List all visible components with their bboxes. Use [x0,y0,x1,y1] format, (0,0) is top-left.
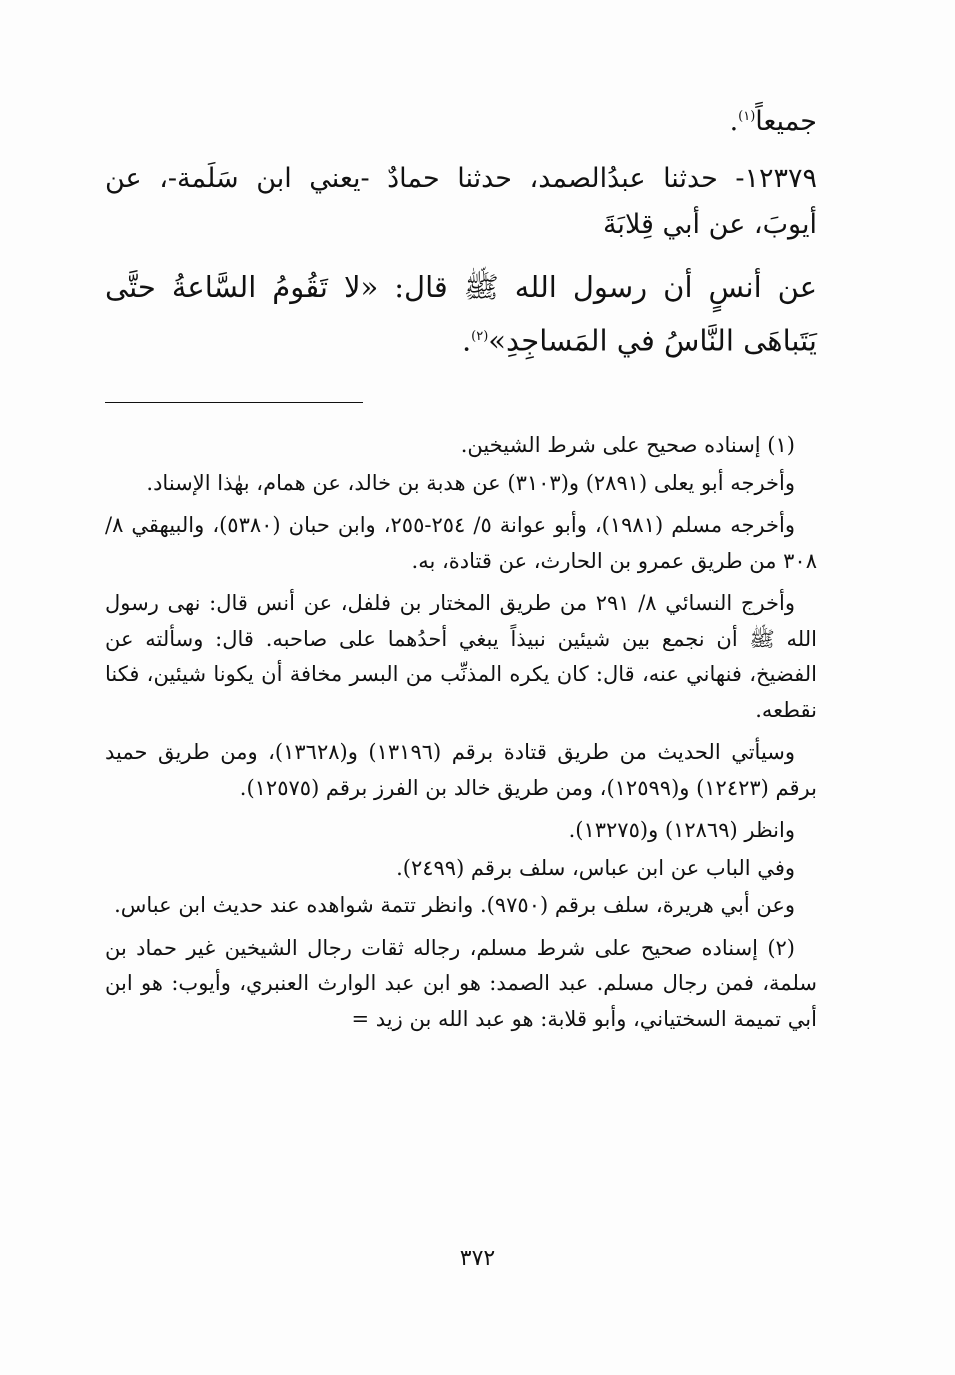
hadith-end: . [461,323,472,358]
footnote-ref-1: (١) [738,109,756,124]
footnote-paragraph: وأخرجه مسلم (١٩٨١)، وأبو عوانة ٥/ ٢٥٤-٢٥٥، وابن حبان (٥٣٨٠)، والبيهقي ٨/ ٣٠٨ من طريق عمرو بن الحارث، عن قتادة، به. [105,513,817,573]
footnote-paragraph: وأخرجه أبو يعلى (٢٨٩١) و(٣١٠٣) عن هدبة بن خالد، عن همام، بهٰذا الإسناد. [146,470,795,495]
continuation-line [105,92,817,152]
page-number: ٣٧٢ [459,1246,496,1271]
footnote-paragraph: وسيأتي الحديث من طريق قتادة برقم (١٣١٩٦) و(١٣٦٢٨)، ومن طريق حميد برقم (١٢٤٢٣) و(١٢٥٩٩)، ومن طريق خالد بن الفرز برقم (١٢٥٧٥). [105,740,817,800]
footnote-paragraph: وفي الباب عن ابن عباس، سلف برقم (٢٤٩٩). [396,855,795,880]
footnote-divider [105,402,363,403]
continuation-word: جميعاً [755,106,817,137]
continuation-end: . [729,106,739,137]
hadith-matn [105,262,817,366]
main-text [105,92,817,1031]
hadith-isnad: ١٢٣٧٩- حدثنا عبدُالصمد، حدثنا حمادٌ -يعني ابن سَلَمة-، عن أيوبَ، عن أبي قِلابَةَ [105,163,817,240]
footnote-paragraph: وانظر (١٢٨٦٩) و(١٣٢٧٥). [568,818,795,842]
footnotes [105,428,817,1044]
hadith-matn-text: عن أنسٍ أن رسول الله ﷺ قال: «لا تَقُومُ السَّاعةُ حتَّى يَتَباهَى النَّاسُ في المَساجِدِ» [105,270,817,358]
footnote-2: (٢) إسناده صحيح على شرط مسلم، رجاله ثقات رجال الشيخين غير حماد بن سلمة، فمن رجال مسلم. عبد الصمد: هو ابن عبد الوارث العنبري، وأيوب: هو ابن أبي تميمة السختياني، وأبو قلابة: هو عبد الله بن زيد = [105,935,817,1031]
footnote-paragraph: وعن أبي هريرة، سلف برقم (٩٧٥٠). وانظر تتمة شواهده عند حديث ابن عباس. [114,893,795,917]
footnote-ref-2: (٢) [471,329,489,344]
footnote-1: (١) إسناده صحيح على شرط الشيخين. [460,433,795,457]
footnote-paragraph: وأخرج النسائي ٨/ ٢٩١ من طريق المختار بن فلفل، عن أنس قال: نهى رسول الله ﷺ أن نجمع بين شيئين نبيذاً يبغي أحدُهما على صاحبه. قال: وسألته عن الفضيخ، فنهاني عنه، قال: كان يكره المذنِّب من البسر مخافة أن يكونا شيئين، فكنا نقطعه. [105,591,817,722]
